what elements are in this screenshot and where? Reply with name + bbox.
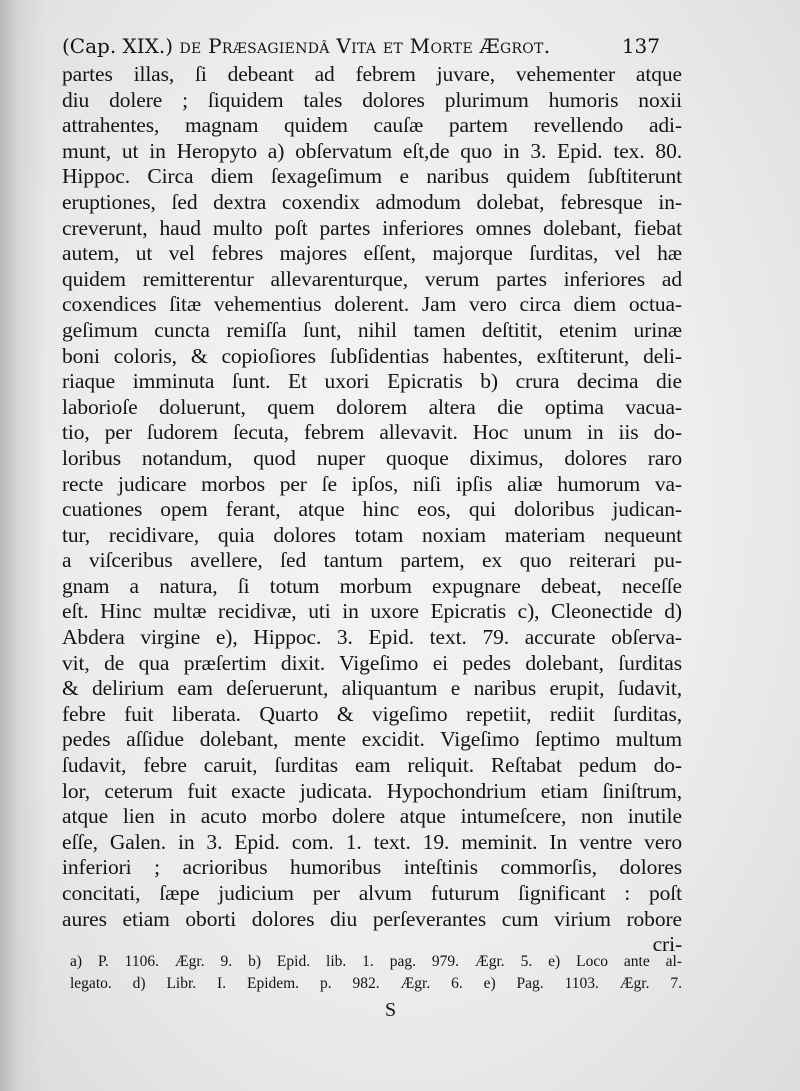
text-line: coxendices ſitæ vehementius dolerent. Jam vero circa diem octua- (62, 292, 682, 317)
body-text (62, 62, 682, 958)
footnote-line: legato. d) Libr. I. Epidem. p. 982. Ægr. 6. e) Pag. 1103. Ægr. 7. (70, 975, 682, 992)
text-line: recte judicare morbos per ſe ipſos, niſi ipſis aliæ humorum va- (62, 471, 682, 496)
text-line: lor, ceterum fuit exacte judicata. Hypochondrium etiam ſiniſtrum, (62, 778, 682, 803)
text-line: tio, per ſudorem ſecuta, febrem allevavit. Hoc unum in iis do- (62, 420, 682, 445)
text-line: diu dolere ; ſiquidem tales dolores plurimum humoris noxii (62, 87, 682, 112)
running-title: de Præsagiendâ Vita et Morte Ægrot. (179, 34, 551, 58)
text-line: febre fuit liberata. Quarto & vigeſimo repetiit, rediit ſurditas, (62, 701, 682, 726)
footnotes (70, 951, 682, 995)
text-line: aures etiam oborti dolores diu perſeverantes cum virium robore (62, 906, 682, 931)
text-line: cuationes opem ferant, atque hinc eos, qui doloribus judican- (62, 497, 682, 522)
text-line: gnam a natura, ſi totum morbum expugnare debeat, neceſſe (62, 573, 682, 598)
text-line: creverunt, haud multo poſt partes inferiores omnes dolebant, fiebat (62, 215, 682, 240)
text-line: quidem remitterentur allevarenturque, verum partes inferiores ad (62, 266, 682, 291)
text-line: boni coloris, & copioſiores ſubſidentias habentes, exſtiterunt, deli- (62, 343, 682, 368)
text-line: atque lien in acuto morbo dolere atque intumeſcere, non inutile (62, 804, 682, 829)
text-line: laborioſe doluerunt, quem dolorem altera die optima vacua- (62, 394, 682, 419)
text-line: ſudavit, febre caruit, ſurditas eam reliquit. Reſtabat pedum do- (62, 753, 682, 778)
text-line: eruptiones, ſed dextra coxendix admodum dolebat, febresque in- (62, 189, 682, 214)
text-line: a viſceribus avellere, ſed tantum partem, ex quo reiterari pu- (62, 548, 682, 573)
text-line: geſimum cuncta remiſſa ſunt, nihil tamen deſtitit, etenim urinæ (62, 317, 682, 342)
signature-mark: S (385, 999, 397, 1021)
gutter-shadow (0, 0, 46, 1091)
page-number: 137 (621, 34, 660, 58)
text-line: loribus notandum, quod nuper quoque diximus, dolores raro (62, 445, 682, 470)
text-line: tur, recidivare, quia dolores totam noxiam materiam nequeunt (62, 522, 682, 547)
running-header (62, 32, 660, 60)
text-line: inferiori ; acrioribus humoribus inteſtinis commorſis, dolores (62, 855, 682, 880)
chapter-label: (Cap. XIX.) (62, 34, 174, 58)
text-line: attrahentes, magnam quidem cauſæ partem revellendo adi- (62, 113, 682, 138)
text-line: pedes aſſidue dolebant, mente excidit. Vigeſimo ſeptimo multum (62, 727, 682, 752)
text-line: eſſe, Galen. in 3. Epid. com. 1. text. 19. meminit. In ventre vero (62, 829, 682, 854)
catchword: cri- (652, 932, 682, 957)
text-line: eſt. Hinc multæ recidivæ, uti in uxore Epicratis c), Cleonectide d) (62, 599, 682, 624)
text-line: Abdera virgine e), Hippoc. 3. Epid. text. 79. accurate obſerva- (62, 625, 682, 650)
text-line: vit, de qua præſertim dixit. Vigeſimo ei pedes dolebant, ſurditas (62, 650, 682, 675)
text-line: & delirium eam deſeruerunt, aliquantum e naribus erupit, ſudavit, (62, 676, 682, 701)
footnote-line: a) P. 1106. Ægr. 9. b) Epid. lib. 1. pag. 979. Ægr. 5. e) Loco ante al- (70, 953, 682, 970)
text-line: partes illas, ſi debeant ad febrem juvare, vehementer atque (62, 62, 682, 86)
text-line: Hippoc. Circa diem ſexageſimum e naribus quidem ſubſtiterunt (62, 164, 682, 189)
text-line: autem, ut vel febres majores eſſent, majorque ſurditas, vel hæ (62, 241, 682, 266)
text-line: concitati, ſæpe judicium per alvum futurum ſignificant : poſt (62, 881, 682, 905)
text-line: munt, ut in Heropyto a) obſervatum eſt,de quo in 3. Epid. tex. 80. (62, 138, 682, 163)
text-line: riaque imminuta ſunt. Et uxori Epicratis b) crura decima die (62, 369, 682, 394)
